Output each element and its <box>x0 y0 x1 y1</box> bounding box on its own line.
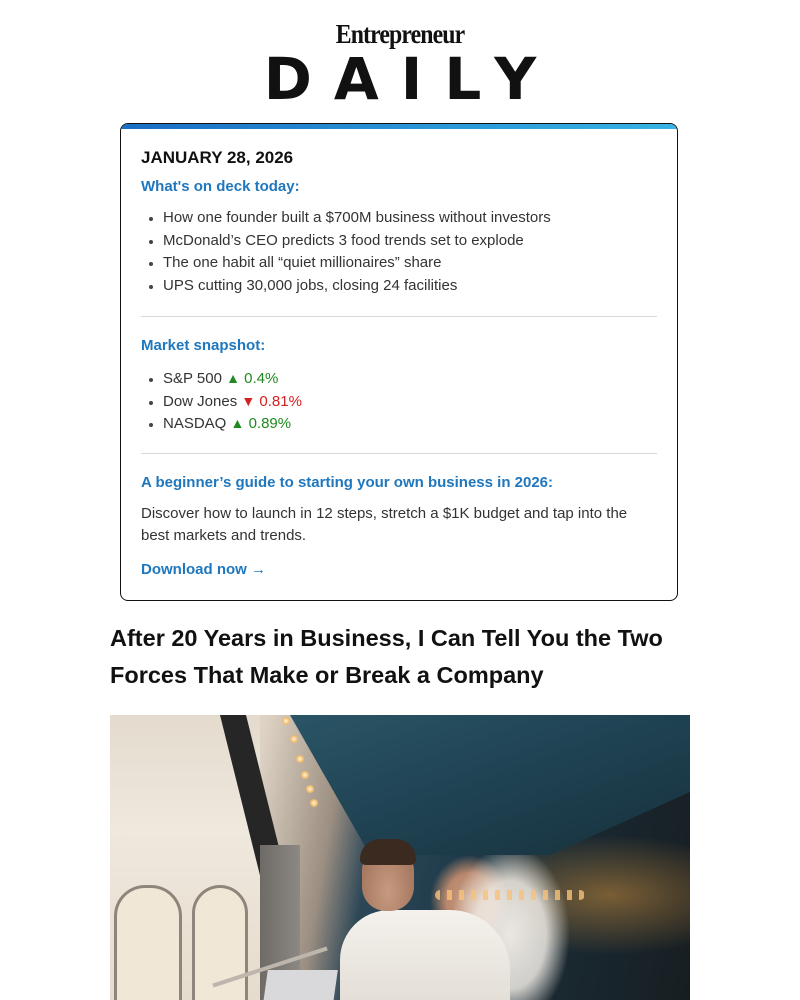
market-name: NASDAQ <box>163 415 227 433</box>
arrow-up-icon: ▲ <box>226 370 240 386</box>
market-item-sp500 <box>163 367 302 390</box>
market-change: 0.81% <box>259 392 302 410</box>
market-snapshot-heading: Market snapshot: <box>141 337 266 354</box>
entrepreneur-logo[interactable]: Entrepreneur <box>335 19 465 49</box>
on-deck-heading: What's on deck today: <box>141 178 300 195</box>
article-headline[interactable]: After 20 Years in Business, I Can Tell You the Two Forces That Make or Break a Company <box>110 625 663 688</box>
issue-date: JANUARY 28, 2026 <box>141 148 294 167</box>
market-item-nasdaq <box>163 412 302 435</box>
card-accent-bar <box>121 124 677 129</box>
on-deck-item[interactable]: • UPS cutting 30,000 jobs, closing 24 facilities <box>163 275 551 298</box>
section-divider <box>141 316 657 317</box>
on-deck-list <box>141 207 551 298</box>
section-divider <box>141 453 657 454</box>
daily-brief-card <box>120 123 678 601</box>
article-hero-image[interactable] <box>110 715 690 1000</box>
on-deck-item[interactable]: • McDonald’s CEO predicts 3 food trends set to explode <box>163 230 551 253</box>
arrow-down-icon: ▼ <box>241 392 256 409</box>
market-name: S&P 500 <box>163 370 222 387</box>
masthead <box>0 0 800 113</box>
market-item-dow-jones <box>163 390 302 413</box>
on-deck-item[interactable]: • How one founder built a $700M business without investors <box>163 207 551 230</box>
market-name: Dow Jones <box>163 392 238 410</box>
guide-heading[interactable]: A beginner’s guide to starting your own business in 2026: <box>141 474 554 491</box>
market-change: 0.89% <box>248 415 292 433</box>
download-now-link[interactable]: Download now → <box>141 561 266 578</box>
daily-title: DAILY <box>263 45 559 113</box>
guide-description: Discover how to launch in 12 steps, stretch a $1K budget and tap into the best markets and trends. <box>141 505 628 544</box>
on-deck-item[interactable]: • The one habit all “quiet millionaires” share <box>163 252 551 275</box>
market-change: 0.4% <box>244 370 279 387</box>
market-list <box>141 367 302 435</box>
arrow-up-icon: ▲ <box>230 415 245 432</box>
